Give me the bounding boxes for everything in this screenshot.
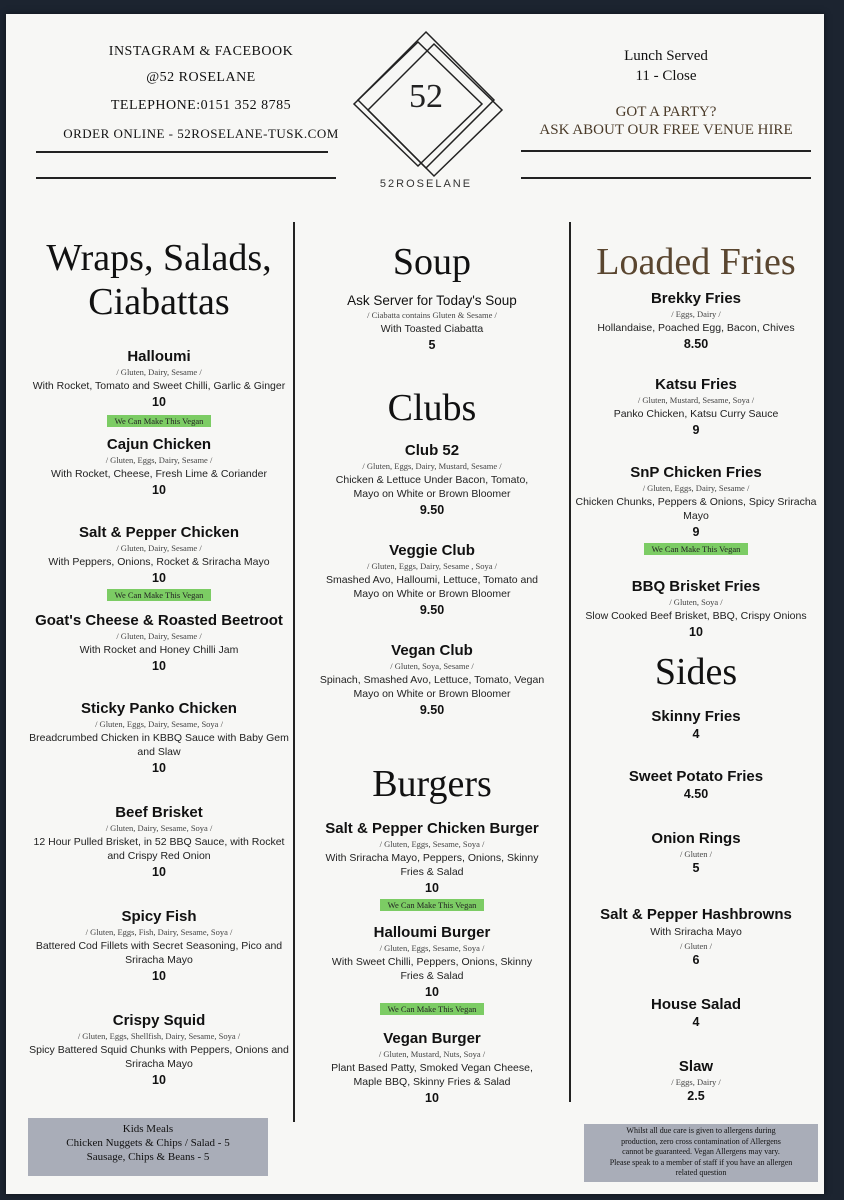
item-description: Chicken Chunks, Peppers & Onions, Spicy Sriracha Mayo (575, 496, 817, 522)
item-description: Spicy Battered Squid Chunks with Peppers, Onions and Sriracha Mayo (29, 1044, 289, 1070)
item-name: Crispy Squid (112, 1012, 206, 1029)
wraps-title-line1: Wraps, Salads, (46, 237, 272, 279)
vegan-tag: We Can Make This Vegan (107, 415, 212, 427)
item-price: 10 (152, 969, 166, 983)
header-telephone: TELEPHONE:0151 352 8785 (110, 98, 292, 113)
item-name: Beef Brisket (115, 804, 203, 821)
item-allergens: / Gluten, Eggs, Shellfish, Dairy, Sesame, Soya / (77, 1031, 241, 1041)
notice-line: Whilst all due care is given to allergens during (626, 1126, 776, 1135)
item-name: Goat's Cheese & Roasted Beetroot (35, 612, 283, 629)
menu-item (298, 442, 566, 517)
soup-price: 5 (428, 338, 436, 352)
menu-item (298, 542, 566, 617)
vegan-tag: We Can Make This Vegan (107, 589, 212, 601)
clubs-title: Clubs (387, 387, 477, 429)
wraps-items (26, 348, 292, 1108)
item-price: 4 (692, 727, 700, 741)
kids-meals-box (28, 1118, 268, 1176)
sides-title-wrap (574, 650, 818, 694)
menu-page (6, 14, 824, 1194)
notice-line: Please speak to a member of staff if you have an allergen (609, 1157, 793, 1167)
header-rule-left-2 (36, 177, 336, 179)
burgers-title-wrap (298, 762, 566, 806)
kids-line: Chicken Nuggets & Chips / Salad - 5 (66, 1137, 230, 1149)
item-name: Spicy Fish (121, 908, 197, 925)
vegan-tag: We Can Make This Vegan (380, 1003, 485, 1015)
item-description: With Peppers, Onions, Rocket & Sriracha Mayo (48, 556, 270, 568)
item-allergens: / Gluten, Soya, Sesame / (390, 661, 474, 671)
item-description: With Rocket, Tomato and Sweet Chilli, Garlic & Ginger (32, 380, 286, 392)
item-description: 12 Hour Pulled Brisket, in 52 BBQ Sauce, with Rocket and Crispy Red Onion (33, 836, 285, 862)
item-name: BBQ Brisket Fries (631, 578, 761, 595)
soup-name: Ask Server for Today's Soup (347, 293, 517, 308)
item-name: Sticky Panko Chicken (81, 700, 237, 717)
item-allergens: / Eggs, Dairy / (671, 309, 721, 319)
item-name: House Salad (650, 996, 742, 1013)
menu-item (26, 700, 292, 775)
item-allergens: / Gluten, Eggs, Dairy, Mustard, Sesame / (362, 461, 502, 471)
menu-item (574, 376, 818, 437)
header-hours: 11 - Close (635, 68, 697, 84)
menu-item (26, 348, 292, 429)
item-price: 5 (692, 861, 700, 875)
menu-item (26, 804, 292, 879)
item-name: Brekky Fries (650, 290, 742, 307)
item-allergens: / Gluten, Soya / (669, 597, 723, 607)
item-name: Veggie Club (389, 542, 475, 559)
item-name: Salt & Pepper Chicken Burger (325, 820, 539, 837)
loaded-fries-title: Loaded Fries (596, 241, 796, 283)
item-description: Slow Cooked Beef Brisket, BBQ, Crispy Onions (585, 610, 807, 622)
item-name: Cajun Chicken (106, 436, 212, 453)
wraps-title-line2: Ciabattas (88, 281, 230, 323)
burgers-title: Burgers (372, 763, 492, 805)
kids-title: Kids Meals (122, 1123, 174, 1135)
header-order-online: ORDER ONLINE - 52ROSELANE-TUSK.COM (63, 126, 339, 141)
item-price: 10 (152, 659, 166, 673)
item-allergens: / Gluten / (679, 849, 713, 859)
menu-item (574, 290, 818, 351)
item-price: 9.50 (419, 703, 445, 717)
header-venue-hire: ASK ABOUT OUR FREE VENUE HIRE (539, 122, 793, 138)
item-price: 10 (425, 1091, 439, 1105)
menu-item (298, 820, 566, 913)
item-allergens: / Gluten, Eggs, Dairy, Sesame / (105, 455, 213, 465)
header-rule-right-1 (521, 150, 811, 152)
item-allergens: / Gluten, Dairy, Sesame, Soya / (105, 823, 213, 833)
logo-text: 52ROSELANE (379, 178, 473, 190)
menu-item (26, 612, 292, 673)
menu-item (26, 524, 292, 603)
menu-item (26, 908, 292, 983)
menu-item (298, 1030, 566, 1105)
column-divider-right (569, 222, 571, 1102)
item-description: Hollandaise, Poached Egg, Bacon, Chives (597, 322, 795, 334)
item-allergens: / Gluten, Eggs, Sesame, Soya / (379, 839, 485, 849)
loaded-title-wrap (574, 240, 818, 284)
item-description: With Sriracha Mayo, Peppers, Onions, Skinny Fries & Salad (325, 852, 539, 878)
menu-item (298, 924, 566, 1017)
item-price: 9 (692, 525, 700, 539)
column-divider-left (293, 222, 295, 1122)
item-description: Smashed Avo, Halloumi, Lettuce, Tomato and Mayo on White or Brown Bloomer (325, 574, 539, 600)
item-price: 9 (692, 423, 700, 437)
item-price: 10 (152, 395, 166, 409)
header-rule-right-2 (521, 177, 811, 179)
item-allergens: / Gluten, Eggs, Fish, Dairy, Sesame, Soya / (85, 927, 233, 937)
vegan-tag: We Can Make This Vegan (380, 899, 485, 911)
header-party: GOT A PARTY? (615, 104, 717, 120)
header-lunch-served: Lunch Served (624, 48, 708, 64)
item-price: 10 (152, 571, 166, 585)
soup-section (298, 240, 566, 352)
header-social-label: INSTAGRAM & FACEBOOK (108, 44, 294, 59)
soup-title: Soup (392, 241, 472, 283)
notice-line: production, zero cross contamination of Allergens (621, 1136, 781, 1146)
menu-item (574, 464, 818, 557)
notice-line: cannot be guaranteed. Vegan Allergens may vary. (622, 1147, 780, 1156)
item-price: 8.50 (683, 337, 709, 351)
item-description: Spinach, Smashed Avo, Lettuce, Tomato, Vegan Mayo on White or Brown Bloomer (319, 674, 545, 700)
item-allergens: / Gluten, Dairy, Sesame / (116, 631, 202, 641)
item-price: 2.5 (687, 1089, 705, 1103)
item-name: Skinny Fries (651, 708, 741, 725)
item-name: Slaw (678, 1058, 714, 1075)
item-name: Vegan Club (391, 642, 473, 659)
clubs-title-wrap (298, 386, 566, 430)
menu-item (574, 996, 818, 1029)
menu-item (298, 642, 566, 717)
item-description: With Rocket, Cheese, Fresh Lime & Coriander (51, 468, 267, 480)
menu-item (574, 768, 818, 801)
menu-item (574, 578, 818, 639)
item-allergens: / Gluten, Eggs, Sesame, Soya / (379, 943, 485, 953)
menu-item (574, 708, 818, 741)
header-rule-left-1 (36, 151, 328, 153)
item-description: Panko Chicken, Katsu Curry Sauce (613, 408, 779, 420)
item-name: Salt & Pepper Chicken (78, 524, 240, 541)
logo-number: 52 (409, 78, 443, 115)
kids-line: Sausage, Chips & Beans - 5 (86, 1151, 210, 1163)
item-description: With Rocket and Honey Chilli Jam (79, 644, 239, 656)
item-name: Onion Rings (651, 830, 741, 847)
item-name: Club 52 (404, 442, 460, 459)
vegan-tag: We Can Make This Vegan (644, 543, 749, 555)
menu-item (26, 1012, 292, 1087)
item-price: 10 (152, 1073, 166, 1087)
item-price: 10 (152, 865, 166, 879)
item-description: Breadcrumbed Chicken in KBBQ Sauce with Baby Gem and Slaw (29, 732, 289, 758)
item-price: 10 (425, 985, 439, 999)
item-allergens: / Gluten, Eggs, Dairy, Sesame / (642, 483, 750, 493)
menu-item (574, 1058, 818, 1103)
item-allergens: / Gluten, Eggs, Dairy, Sesame , Soya / (367, 561, 497, 571)
right-column (574, 240, 818, 1103)
item-allergens: / Gluten, Dairy, Sesame / (116, 367, 202, 377)
item-allergens: / Eggs, Dairy / (671, 1077, 721, 1087)
allergen-notice-box (584, 1124, 818, 1182)
soup-allergens: / Ciabatta contains Gluten & Sesame / (367, 310, 497, 320)
item-price: 6 (692, 953, 700, 967)
item-description: With Sriracha Mayo (650, 926, 742, 938)
item-name: Halloumi Burger (373, 924, 491, 941)
menu-item (574, 906, 818, 967)
item-name: Salt & Pepper Hashbrowns (600, 906, 792, 923)
item-allergens: / Gluten, Eggs, Dairy, Sesame, Soya / (95, 719, 223, 729)
item-price: 4 (692, 1015, 700, 1029)
notice-line: related question (675, 1168, 727, 1177)
item-name: SnP Chicken Fries (630, 464, 762, 481)
item-name: Katsu Fries (655, 376, 737, 393)
soup-description: With Toasted Ciabatta (380, 323, 484, 335)
item-price: 10 (689, 625, 703, 639)
item-description: Chicken & Lettuce Under Bacon, Tomato, Mayo on White or Brown Bloomer (335, 474, 529, 500)
item-price: 4.50 (683, 787, 709, 801)
item-allergens: / Gluten / (679, 941, 713, 951)
header-handle: @52 ROSELANE (146, 70, 256, 85)
item-price: 10 (152, 483, 166, 497)
menu-item (574, 830, 818, 875)
sides-title: Sides (654, 651, 738, 693)
item-price: 10 (152, 761, 166, 775)
middle-column (298, 240, 566, 1120)
wraps-section (26, 236, 292, 324)
item-description: Plant Based Patty, Smoked Vegan Cheese, Maple BBQ, Skinny Fries & Salad (331, 1062, 533, 1088)
item-description: Battered Cod Fillets with Secret Seasoning, Pico and Sriracha Mayo (35, 940, 283, 966)
item-name: Halloumi (127, 348, 191, 365)
item-price: 10 (425, 881, 439, 895)
menu-item (26, 436, 292, 497)
item-allergens: / Gluten, Dairy, Sesame / (116, 543, 202, 553)
item-price: 9.50 (419, 603, 445, 617)
item-price: 9.50 (419, 503, 445, 517)
item-allergens: / Gluten, Mustard, Nuts, Soya / (378, 1049, 486, 1059)
item-name: Sweet Potato Fries (628, 768, 764, 785)
item-allergens: / Gluten, Mustard, Sesame, Soya / (637, 395, 755, 405)
item-description: With Sweet Chilli, Peppers, Onions, Skinny Fries & Salad (331, 956, 533, 982)
item-name: Vegan Burger (383, 1030, 481, 1047)
